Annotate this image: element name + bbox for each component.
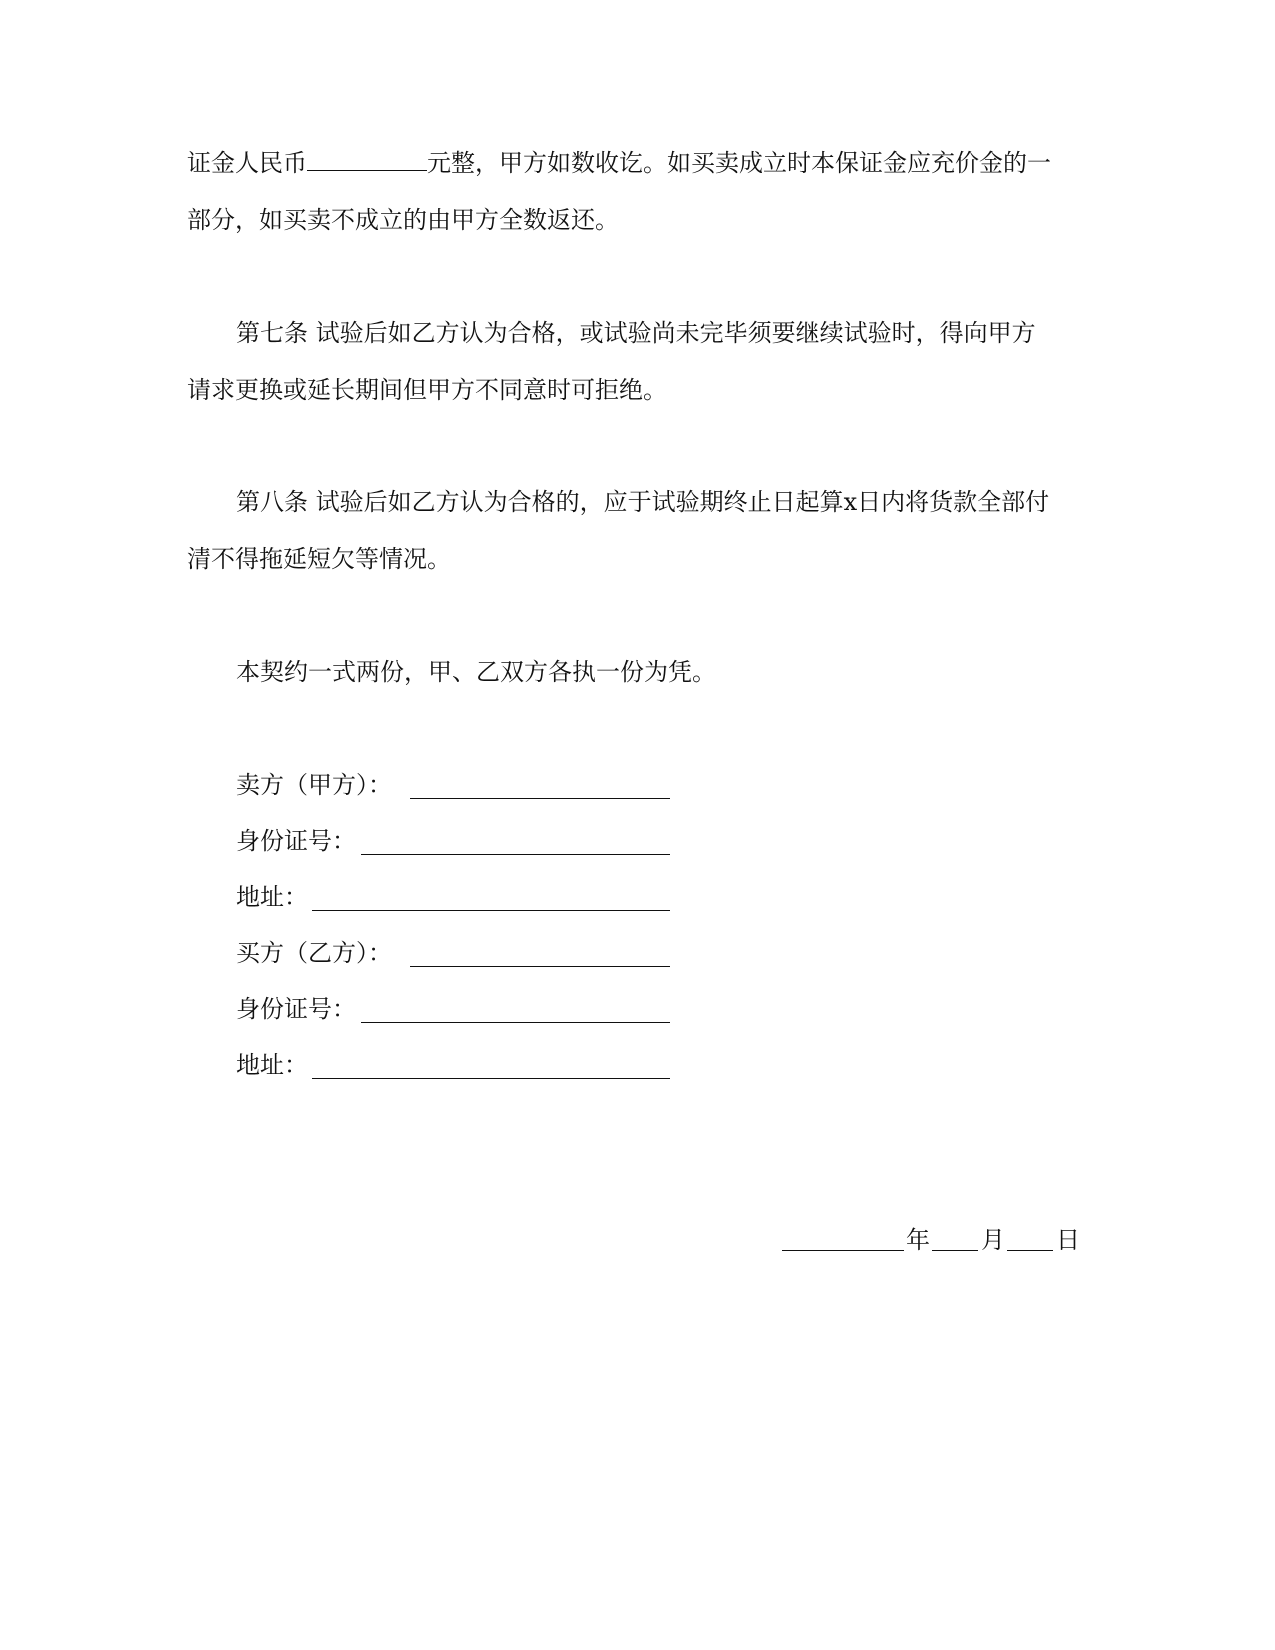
date-day-blank[interactable] — [1007, 1250, 1053, 1251]
date-year-blank[interactable] — [782, 1250, 904, 1251]
seller-label: 卖方（甲方）： — [236, 771, 392, 799]
seller-address-blank[interactable] — [312, 910, 670, 911]
date-month-blank[interactable] — [932, 1250, 978, 1251]
date-year-label: 年 — [906, 1226, 930, 1254]
seller-blank[interactable] — [410, 798, 670, 799]
deposit-text: 元整，甲方如数收讫。如买卖成立时本保证金应充价金的一 — [427, 149, 1051, 177]
clause7-line-1: 第七条 试验后如乙方认为合格，或试验尚未完毕须要继续试验时，得向甲方 — [236, 319, 1036, 347]
clause8-line-1: 第八条 试验后如乙方认为合格的，应于试验期终止日起算x日内将货款全部付 — [236, 488, 1050, 516]
buyer-address-blank[interactable] — [312, 1078, 670, 1079]
buyer-blank[interactable] — [410, 966, 670, 967]
buyer-id-label: 身份证号： — [236, 995, 356, 1023]
date-month-label: 月 — [981, 1226, 1005, 1254]
clause7-line-2: 请求更换或延长期间但甲方不同意时可拒绝。 — [187, 376, 667, 404]
buyer-address-label: 地址： — [236, 1051, 308, 1079]
closing-statement: 本契约一式两份，甲、乙双方各执一份为凭。 — [236, 658, 716, 686]
clause8-line-2: 清不得拖延短欠等情况。 — [187, 545, 451, 573]
deposit-amount-blank[interactable] — [307, 148, 427, 171]
buyer-label: 买方（乙方）： — [236, 939, 392, 967]
seller-id-label: 身份证号： — [236, 827, 356, 855]
date-day-label: 日 — [1056, 1226, 1080, 1254]
seller-id-blank[interactable] — [361, 854, 670, 855]
clause6-line-1 — [187, 148, 1051, 178]
seller-address-label: 地址： — [236, 883, 308, 911]
deposit-label: 证金人民币 — [187, 149, 307, 177]
buyer-id-blank[interactable] — [361, 1022, 670, 1023]
clause6-line-2: 部分，如买卖不成立的由甲方全数返还。 — [187, 206, 619, 234]
